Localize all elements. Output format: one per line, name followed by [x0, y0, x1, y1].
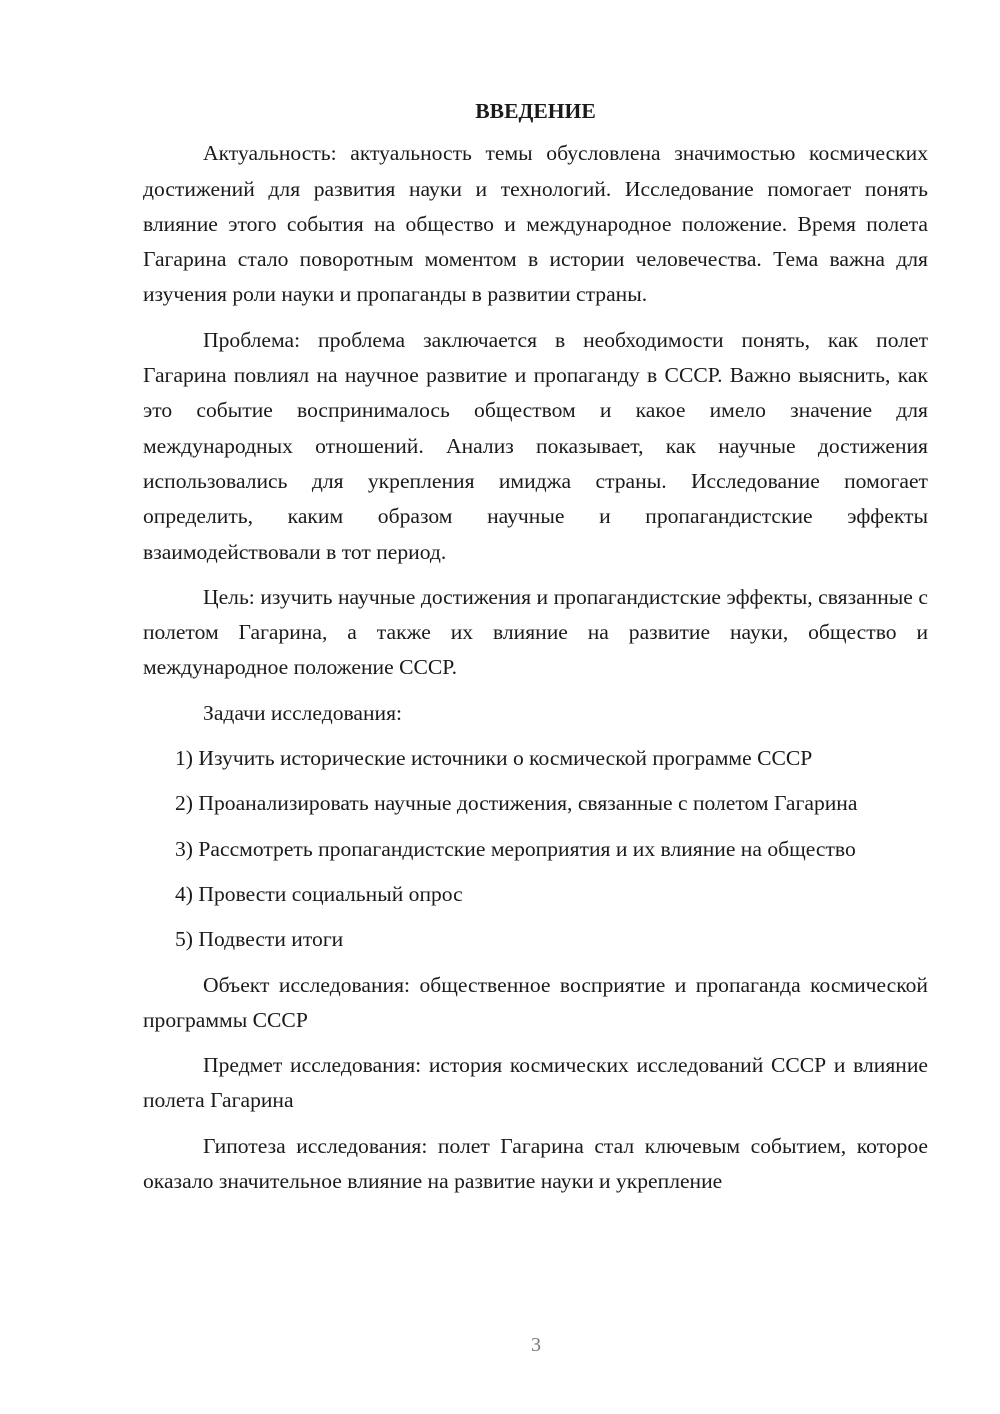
task-item-4: 4) Провести социальный опрос: [175, 881, 463, 906]
task-item-2: 2) Проанализировать научные достижения, связанные с полетом Гагарина: [175, 791, 858, 816]
page-number: 3: [531, 1334, 541, 1356]
task-item-5: 5) Подвести итоги: [175, 927, 344, 952]
task-item-3: 3) Рассмотреть пропагандистские мероприятия и их влияние на общество: [175, 836, 856, 861]
section-title: ВВЕДЕНИЕ: [475, 99, 596, 123]
page-content: [143, 94, 928, 1209]
paragraph-hypothesis: Гипотеза исследования: полет Гагарина стал ключевым событием, которое оказало значительное влияние на развитие науки и укрепление: [143, 1133, 928, 1194]
paragraph-object: Объект исследования: общественное восприятие и пропаганда космической программы СССР: [143, 972, 928, 1032]
tasks-heading: Задачи исследования:: [203, 700, 403, 725]
task-item-1: 1) Изучить исторические источники о космической программе СССР: [175, 746, 813, 771]
paragraph-subject: Предмет исследования: история космических исследований СССР и влияние полета Гагарина: [143, 1053, 928, 1113]
paragraph-relevance: Актуальность: актуальность темы обусловлена значимостью космических достижений для развития науки и технологий. Исследование помогает понять влияние этого события на общество и международное положение. Время полета Гагарина стало поворотным моментом в истории человечества. Тема важна для изучения роли науки и пропаганды в развитии страны.: [143, 141, 928, 307]
paragraph-goal: Цель: изучить научные достижения и пропагандистские эффекты, связанные с полетом Гагарина, а также их влияние на развитие науки, общество и международное положение СССР.: [143, 584, 928, 680]
paragraph-problem: Проблема: проблема заключается в необходимости понять, как полет Гагарина повлиял на научное развитие и пропаганду в СССР. Важно выяснить, как это событие воспринималось обществом и какое имело значение для международных отношений. Анализ показывает, как научные достижения использовались для укрепления имиджа страны. Исследование помогает определить, каким образом научные и пропагандистские эффекты взаимодействовали в тот период.: [143, 327, 928, 564]
